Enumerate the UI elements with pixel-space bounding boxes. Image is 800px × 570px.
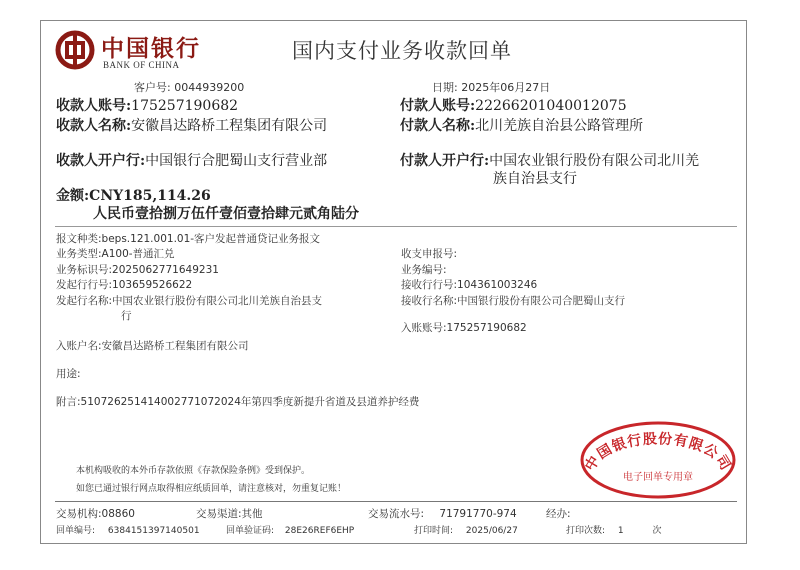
in-account-name-value: 安徽昌达路桥工程集团有限公司: [101, 340, 249, 352]
bank-name-en: BANK OF CHINA: [103, 60, 180, 70]
footer-org-label: 交易机构:: [56, 508, 102, 520]
payer-bank: [400, 150, 699, 170]
footer-org-value: 08860: [101, 508, 135, 520]
footer-print-time-value: 2025/06/27: [465, 526, 518, 536]
remark: [56, 394, 419, 409]
purpose: [56, 366, 81, 381]
amount-words: 人民币壹拾捌万伍仟壹佰壹拾肆元贰角陆分: [93, 206, 359, 222]
biz-id-value: 2025062771649231: [112, 264, 219, 276]
stamp-outer-text: 中国银行股份有限公司: [582, 431, 734, 474]
in-account-name-label: 入账户名:: [56, 340, 102, 352]
divider-bottom: [55, 501, 737, 502]
payer-bank-label: 付款人开户行:: [400, 153, 490, 169]
footer-receipt-no-value: 6384151397140501: [107, 526, 200, 536]
divider-top: [55, 226, 737, 227]
amount-value: CNY185,114.26: [89, 188, 211, 204]
stamp-inner-text: 电子回单专用章: [623, 472, 693, 483]
send-bank-name: [56, 293, 322, 308]
amount-numeric: [56, 185, 211, 205]
customer-no-label: 客户号:: [134, 81, 171, 94]
payee-name-label: 收款人名称:: [56, 118, 132, 134]
page-title: 国内支付业务收款回单: [292, 39, 512, 63]
footer-print-count: [566, 523, 662, 536]
payee-bank-label: 收款人开户行:: [56, 153, 146, 169]
send-bank-no-label: 发起行行号:: [56, 279, 113, 291]
declare-no: [401, 246, 457, 261]
msg-type: [56, 231, 320, 246]
bank-name-cn: 中国银行: [101, 35, 201, 62]
footer-operator-label: 经办:: [546, 508, 571, 520]
notice-line2: 如您已通过银行网点取得相应纸质回单，请注意核对，勿重复记账！: [76, 484, 347, 494]
date-label: 日期:: [432, 81, 458, 94]
payee-name: [56, 115, 327, 135]
payer-account-label: 付款人账号:: [400, 98, 476, 114]
in-account-name: [56, 338, 249, 353]
payer-account: [400, 95, 627, 115]
customer-no-value: 0044939200: [174, 81, 245, 94]
payer-bank-value-line2: 族自治县支行: [493, 171, 577, 187]
msg-type-label: 报文种类:: [56, 233, 102, 245]
biz-type-label: 业务类型:: [56, 248, 102, 260]
payee-account: [56, 95, 238, 115]
footer-receipt-no-label: 回单编号:: [56, 526, 96, 536]
biz-id: [56, 262, 219, 277]
footer-print-count-unit: 次: [652, 526, 662, 536]
footer-operator: [546, 506, 571, 521]
notice-line1: 本机构吸收的本外币存款依照《存款保险条例》受到保护。: [76, 466, 311, 476]
footer-serial-label: 交易流水号:: [368, 508, 425, 520]
payee-bank: [56, 150, 327, 170]
date: [432, 79, 550, 95]
recv-bank-name-label: 接收行名称:: [401, 295, 458, 307]
footer-verify-label: 回单验证码:: [226, 526, 275, 536]
payer-account-value: 22266201040012075: [475, 98, 627, 114]
send-bank-name-label: 发起行名称:: [56, 295, 113, 307]
payee-bank-value: 中国银行合肥蜀山支行营业部: [145, 153, 328, 169]
footer-print-count-value: 1: [617, 526, 624, 536]
remark-label: 附言:: [56, 396, 81, 408]
biz-no: [401, 262, 447, 277]
msg-type-value: beps.121.001.01-客户发起普通贷记业务报文: [101, 233, 321, 245]
remark-value: 51072625141400277107202​4年第四季度新提升省道及县道养护经费: [80, 396, 420, 408]
electronic-seal-stamp: [578, 420, 738, 500]
payer-name-label: 付款人名称:: [400, 118, 476, 134]
send-bank-name-line2: 行: [121, 310, 132, 322]
footer-serial-value: 71791770-974: [439, 508, 517, 520]
payer-name: [400, 115, 643, 135]
payee-name-value: 安徽昌达路桥工程集团有限公司: [131, 118, 328, 134]
recv-bank-no: [401, 277, 537, 292]
date-value: 2025年06月27日: [461, 81, 551, 94]
in-account-label: 入账账号:: [401, 322, 447, 334]
payer-bank-value-line1: 中国农业银行股份有限公司北川羌: [489, 153, 700, 169]
svg-text:中国银行股份有限公司: [581, 430, 734, 474]
payee-account-label: 收款人账号:: [56, 98, 132, 114]
bank-logo: [55, 30, 205, 74]
send-bank-no-value: 103659526622: [112, 279, 193, 291]
recv-bank-name: [401, 293, 625, 308]
biz-type: [56, 246, 175, 261]
bank-of-china-logo-icon: [55, 30, 95, 70]
footer-receipt-no: [56, 523, 200, 536]
recv-bank-name-value: 中国银行股份有限公司合肥蜀山支行: [457, 295, 626, 307]
footer-verify-value: 28E26REF6EHP: [284, 526, 355, 536]
footer-channel: [196, 506, 263, 521]
payee-account-value: 175257190682: [131, 98, 239, 114]
biz-type-value: A100-普通汇兑: [101, 248, 175, 260]
footer-channel-value: 其他: [241, 508, 263, 520]
send-bank-name-value: 中国农业银行股份有限公司北川羌族自治县支: [112, 295, 323, 307]
payer-name-value: 北川羌族自治县公路管理所: [475, 118, 644, 134]
declare-no-label: 收支申报号:: [401, 248, 458, 260]
purpose-label: 用途:: [56, 368, 81, 380]
customer-no: [134, 79, 244, 95]
footer-print-time: [414, 523, 518, 536]
in-account-value: 175257190682: [446, 322, 527, 334]
biz-no-label: 业务编号:: [401, 264, 447, 276]
recv-bank-no-label: 接收行行号:: [401, 279, 458, 291]
footer-org: [56, 506, 135, 521]
recv-bank-no-value: 104361003246: [457, 279, 538, 291]
in-account: [401, 320, 527, 335]
footer-verify: [226, 523, 354, 536]
footer-print-count-label: 打印次数:: [566, 526, 606, 536]
amount-label: 金额:: [56, 188, 90, 204]
footer-print-time-label: 打印时间:: [414, 526, 454, 536]
footer-serial: [368, 506, 517, 521]
send-bank-no: [56, 277, 192, 292]
biz-id-label: 业务标识号:: [56, 264, 113, 276]
footer-channel-label: 交易渠道:: [196, 508, 242, 520]
